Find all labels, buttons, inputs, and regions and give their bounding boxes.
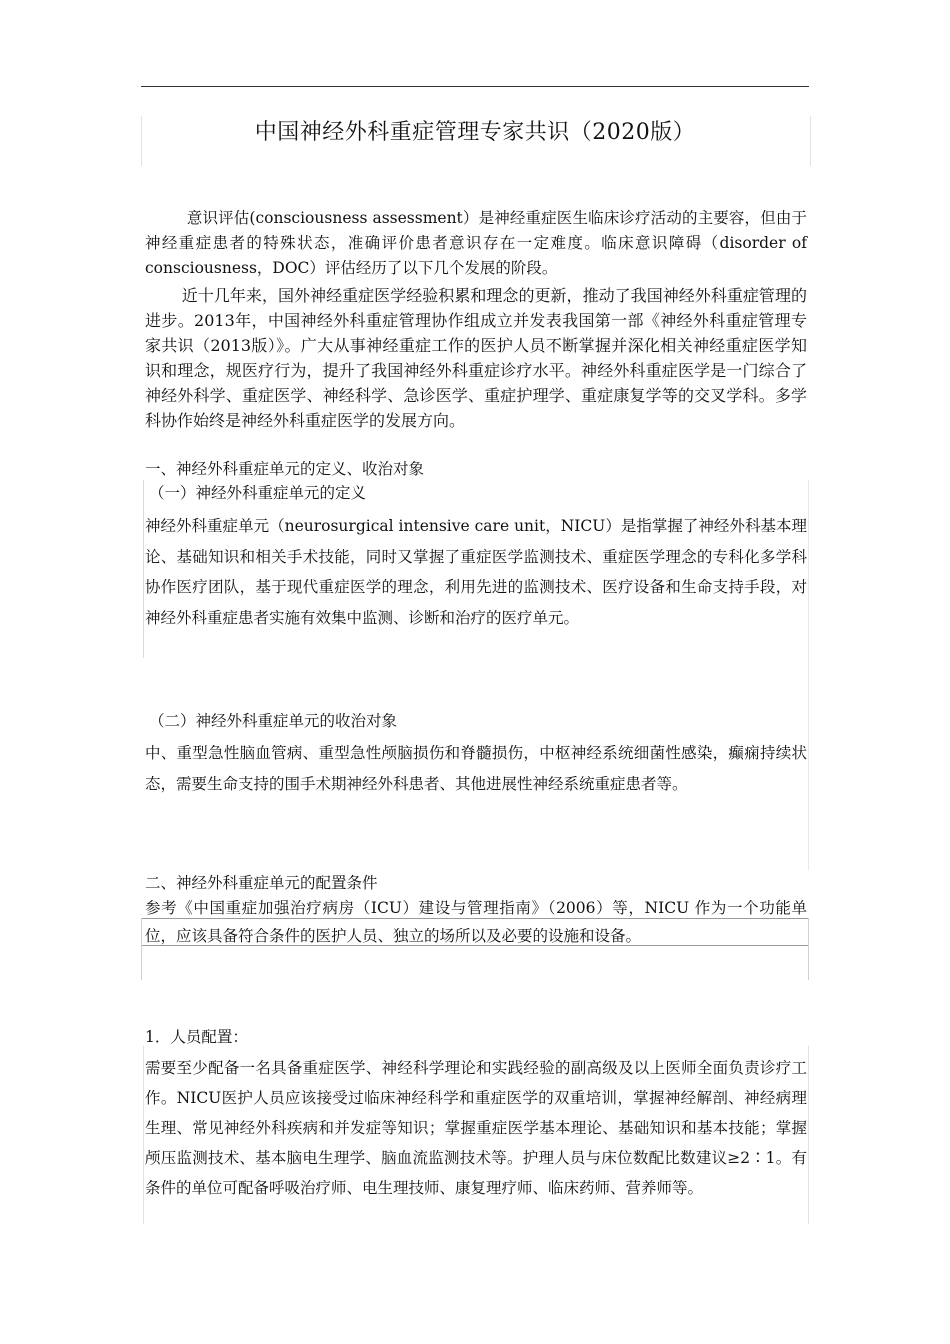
section-2-heading: 二、神经外科重症单元的配置条件 [145, 874, 378, 892]
subsection-1-heading: （一）神经外科重症单元的定义 [149, 484, 367, 502]
document-title: 中国神经外科重症管理专家共识（2020版） [254, 120, 696, 145]
section-2-text: 参考《中国重症加强治疗病房（ICU）建设与管理指南》（2006）等，NICU 作为一个功能单位，应该具备符合条件的医护人员、独立的场所以及必要的设施和设备。 [145, 899, 807, 945]
item-1-heading: 1．人员配置： [145, 1028, 248, 1046]
frame-line [808, 480, 809, 870]
intro-paragraph-1: 意识评估(consciousness assessment）是神经重症医生临床诊疗活动的主要容，但由于神经重症患者的特殊状态，准确评价患者意识存在一定难度。临床意识障碍（disorder of consciousness，DOC）评估经历了以下几个发展的阶段。 [145, 209, 807, 277]
frame-line [143, 1046, 144, 1224]
frame-line [141, 918, 142, 980]
subsection-2-heading: （二）神经外科重症单元的收治对象 [149, 712, 398, 730]
item-1-text: 需要至少配备一名具备重症医学、神经科学理论和实践经验的副高级及以上医师全面负责诊疗工作。NICU医护人员应该接受过临床神经科学和重症医学的双重培训，掌握神经解剖、神经病理生理、常见神经外科疾病和并发症等知识；掌握重症医学基本理论、基础知识和基本技能；掌握颅压监测技术、基本脑电生理学、脑血流监测技术等。护理人员与床位数配比数建议≥2∶1。有条件的单位可配备呼吸治疗师、电生理技师、康复理疗师、临床药师、营养师等。 [145, 1059, 807, 1197]
intro-paragraph-2: 近十几年来，国外神经重症医学经验积累和理念的更新，推动了我国神经外科重症管理的进步。2013年，中国神经外科重症管理协作组成立并发表我国第一部《神经外科重症管理专家共识（2013版）》。广大从事神经重症工作的医护人员不断掌握并深化相关神经重症医学知识和理念，规医疗行为，提升了我国神经外科重症诊疗水平。神经外科重症医学是一门综合了神经外科学、重症医学、神经科学、急诊医学、重症护理学、重症康复学等的交叉学科。多学科协作始终是神经外科重症医学的发展方向。 [145, 286, 807, 430]
frame-line [808, 918, 809, 980]
frame-line [808, 1046, 809, 1224]
header-rule [141, 86, 809, 87]
subsection-2-text: 中、重型急性脑血管病、重型急性颅脑损伤和脊髓损伤，中枢神经系统细菌性感染，癫痫持续状态，需要生命支持的围手术期神经外科患者、其他进展性神经系统重症患者等。 [145, 744, 807, 793]
subsection-1-text: 神经外科重症单元（neurosurgical intensive care unit，NICU）是指掌握了神经外科基本理论、基础知识和相关手术技能，同时又掌握了重症医学监测技术、重症医学理念的专科化多学科协作医疗团队，基于现代重症医学的理念，利用先进的监测技术、医疗设备和生命支持手段，对神经外科重症患者实施有效集中监测、诊断和治疗的医疗单元。 [145, 517, 807, 627]
section-1-heading: 一、神经外科重症单元的定义、收治对象 [145, 460, 425, 478]
frame-line [143, 480, 144, 658]
